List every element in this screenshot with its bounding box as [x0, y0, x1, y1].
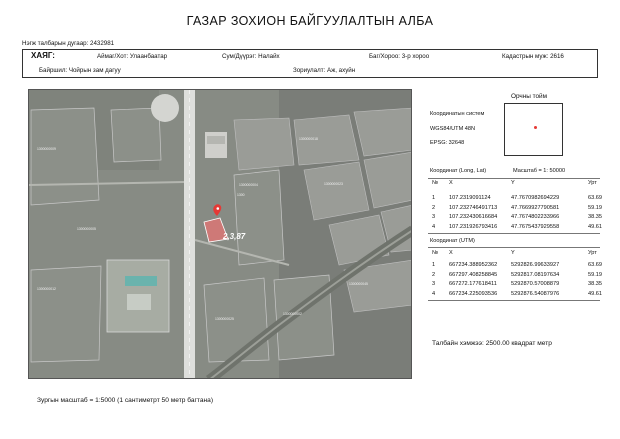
map-canvas	[29, 90, 412, 379]
coord-system-label: Координатын систем	[430, 111, 485, 117]
table-header: X	[449, 250, 453, 256]
overview-title: Орчны тойм	[511, 93, 547, 100]
table-cell: 107.232746491713	[449, 205, 498, 211]
parcel-id-label: 1300000023	[324, 182, 343, 186]
address-label: ХАЯГ:	[31, 51, 55, 60]
location-dot-icon	[534, 126, 537, 129]
table-cell: 1	[432, 262, 436, 268]
table-cell: 107.2319091124	[449, 195, 491, 201]
table-header: №	[432, 250, 439, 256]
coord-system-value: WGS84/UTM 48N	[430, 126, 476, 132]
parcel-id-label: 1300000018	[299, 137, 318, 141]
parcel-id-label: 1300000025	[215, 317, 234, 321]
geo-table-scale: Масштаб = 1: 50000	[513, 168, 566, 174]
table-cell: 63.69	[588, 262, 602, 268]
epsg-value: EPSG: 32648	[430, 140, 465, 146]
parcel-id-label: 1300000004	[239, 183, 258, 187]
bag-field: Баг/Хороо: 3-р хороо	[369, 53, 430, 60]
table-header: Урт	[588, 250, 597, 256]
table-cell: 47.7669927790581	[511, 205, 560, 211]
parcel-id-label: 1300	[237, 193, 245, 197]
table-cell: 2	[432, 272, 436, 278]
document-title: ГАЗАР ЗОХИОН БАЙГУУЛАЛТЫН АЛБА	[186, 14, 434, 28]
table-cell: 5292876.54087976	[511, 291, 560, 297]
table-header: Y	[511, 180, 515, 186]
utm-table-title: Координат (UTM)	[430, 238, 475, 244]
parcel-id-label: 1300000009	[37, 147, 56, 151]
table-cell: 59.19	[588, 205, 602, 211]
table-cell: 5292817.08197634	[511, 272, 560, 278]
aimag-field: Аймаг/Хот: Улаанбаатар	[97, 53, 168, 60]
table-cell: 107.231926793416	[449, 224, 498, 230]
parcel-id-label: 1300000002	[283, 312, 302, 316]
table-cell: 47.7674802233966	[511, 214, 560, 220]
area-text: Талбайн хэмжээ: 2500.00 квадрат метр	[432, 340, 552, 347]
table-cell: 1	[432, 195, 436, 201]
table-cell: 47.7670982694229	[511, 195, 560, 201]
purpose-field: Зориулалт: Аж, ахуйн	[293, 67, 356, 74]
table-cell: 667234.225093536	[449, 291, 498, 297]
divider	[428, 247, 600, 248]
location-field: Байршил: Чойрын зам дагуу	[39, 67, 121, 74]
table-cell: 47.7675437929558	[511, 224, 560, 230]
parcel-label: 2,3,87	[223, 232, 246, 241]
sum-field: Сум/Дүүрэг: Налайх	[222, 53, 280, 60]
table-header: Урт	[588, 180, 597, 186]
overview-map	[504, 103, 563, 156]
divider	[428, 300, 600, 301]
table-header: X	[449, 180, 453, 186]
divider	[428, 178, 600, 179]
table-cell: 63.69	[588, 195, 602, 201]
table-cell: 49.61	[588, 291, 602, 297]
parcel-id-label: 1300000045	[349, 282, 368, 286]
table-cell: 3	[432, 214, 436, 220]
satellite-map[interactable]	[28, 89, 412, 379]
table-header: Y	[511, 250, 515, 256]
geo-table-title: Координат (Long, Lat)	[430, 168, 487, 174]
divider	[428, 233, 600, 234]
table-cell: 4	[432, 224, 436, 230]
table-cell: 38.35	[588, 281, 602, 287]
table-cell: 107.232430616684	[449, 214, 498, 220]
table-cell: 59.19	[588, 272, 602, 278]
table-cell: 667297.408258845	[449, 272, 498, 278]
table-cell: 5292826.99633927	[511, 262, 560, 268]
registration-number: Нэгж талбарын дугаар: 2432981	[22, 40, 115, 47]
table-cell: 667272.177618411	[449, 281, 497, 287]
table-cell: 38.35	[588, 214, 602, 220]
table-cell: 3	[432, 281, 436, 287]
table-cell: 49.61	[588, 224, 602, 230]
table-cell: 4	[432, 291, 436, 297]
map-scale-note: Зургын масштаб = 1:5000 (1 сантиметрт 50 метр багтана)	[37, 397, 214, 404]
cadastre-field: Кадастрын муж: 2616	[502, 53, 564, 60]
table-cell: 5292870.57008879	[511, 281, 560, 287]
table-cell: 667234.388952362	[449, 262, 498, 268]
table-cell: 2	[432, 205, 436, 211]
table-header: №	[432, 180, 439, 186]
parcel-id-label: 1300000005	[77, 227, 96, 231]
parcel-id-label: 1300000012	[37, 287, 56, 291]
